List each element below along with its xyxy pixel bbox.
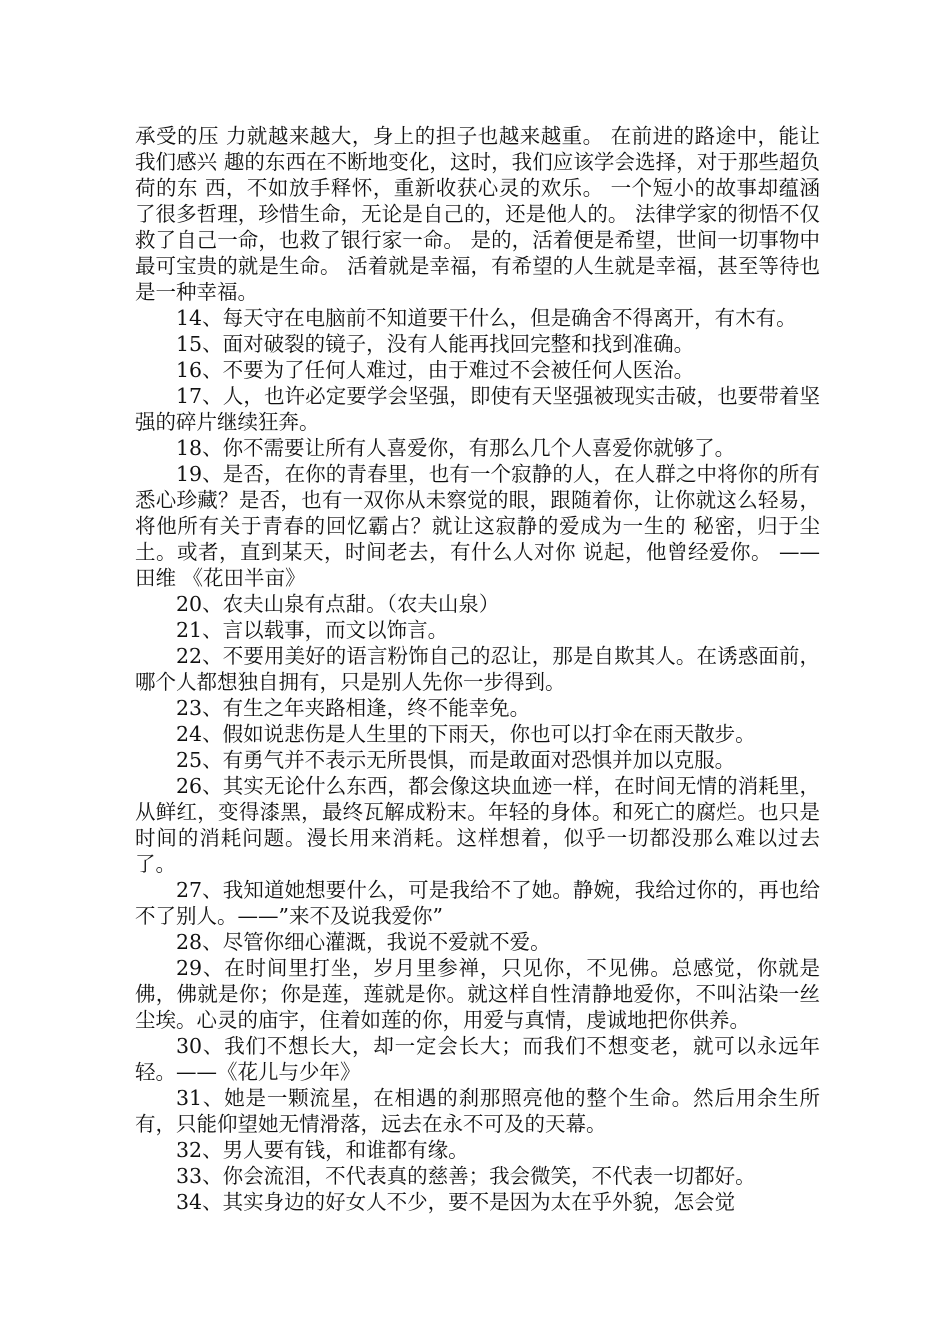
quote-item: 23、有生之年夹路相逢，终不能幸免。 [176, 696, 531, 720]
quote-item: 18、你不需要让所有人喜爱你，有那么几个人喜爱你就够了。 [176, 436, 736, 460]
quote-item: 20、农夫山泉有点甜。（农夫山泉） [176, 592, 500, 616]
quote-list [135, 305, 820, 1215]
quote-item: 19、是否，在你的青春里，也有一个寂静的人，在人群之中将你的所有悉心珍藏？是否，也有一双你从未察觉的眼，跟随着你，让你就这么轻易，将他所有关于青春的回忆霸占？就让这寂静的爱成为一生的 秘密，归于尘土。或者，直到某天，时间老去，有什么人对你 说起，他曾经爱你。 ——田维 《花田半亩》 [135, 462, 820, 590]
quote-item: 30、我们不想长大，却一定会长大；而我们不想变老，就可以永远年轻。——《花儿与少年》 [135, 1034, 820, 1084]
quote-item: 26、其实无论什么东西，都会像这块血迹一样，在时间无情的消耗里，从鲜红，变得漆黑，最终瓦解成粉末。年轻的身体。和死亡的腐烂。也只是时间的消耗问题。漫长用来消耗。这样想着，似乎一切都没那么难以过去了。 [135, 774, 820, 876]
quote-item: 32、男人要有钱，和谁都有缘。 [176, 1138, 469, 1162]
quote-item: 15、面对破裂的镜子，没有人能再找回完整和找到准确。 [176, 332, 695, 356]
quote-item: 31、她是一颗流星，在相遇的刹那照亮他的整个生命。然后用余生所有，只能仰望她无情滑落，远去在永不可及的天幕。 [135, 1086, 820, 1136]
quote-item: 17、人，也许必定要学会坚强，即使有天坚强被现实击破，也要带着坚强的碎片继续狂奔。 [135, 384, 820, 434]
intro-paragraph: 承受的压 力就越来越大，身上的担子也越来越重。 在前进的路途中，能让我们感兴 趣的东西在不断地变化，这时，我们应该学会选择，对于那些超负荷的东 西，不如放手释怀，重新收获心灵的欢乐。 一个短小的故事却蕴涵了很多哲理，珍惜生命，无论是自己的，还是他人的。 法律学家的彻悟不仅救了自己一命，也救了银行家一命。 是的，活着便是希望，世间一切事物中最可宝贵的就是生命。 活着就是幸福，有希望的人生就是幸福，甚至等待也是一种幸福。 [135, 124, 820, 304]
document-body [135, 123, 820, 1215]
quote-item: 16、不要为了任何人难过，由于难过不会被任何人医治。 [176, 358, 695, 382]
quote-item: 21、言以载事，而文以饰言。 [176, 618, 449, 642]
quote-item: 28、尽管你细心灌溉，我说不爱就不爱。 [176, 930, 551, 954]
quote-item: 34、其实身边的好女人不少，要不是因为太在乎外貌，怎会觉 [176, 1190, 736, 1214]
quote-item: 25、有勇气并不表示无所畏惧，而是敢面对恐惧并加以克服。 [176, 748, 736, 772]
quote-item: 27、我知道她想要什么，可是我给不了她。静婉，我给过你的，再也给不了别人。——”来不及说我爱你” [135, 878, 820, 928]
quote-item: 14、每天守在电脑前不知道要干什么，但是确舍不得离开，有木有。 [176, 306, 797, 330]
quote-item: 33、你会流泪，不代表真的慈善；我会微笑，不代表一切都好。 [176, 1164, 756, 1188]
quote-item: 29、在时间里打坐，岁月里参禅，只见你，不见佛。总感觉，你就是佛，佛就是你；你是莲，莲就是你。就这样自性清静地爱你，不叫沾染一丝尘埃。心灵的庙宇，住着如莲的你，用爱与真情，虔诚地把你供养。 [135, 956, 820, 1032]
quote-item: 22、不要用美好的语言粉饰自己的忍让，那是自欺其人。在诱惑面前，哪个人都想独自拥有，只是别人先你一步得到。 [135, 644, 820, 694]
quote-item: 24、假如说悲伤是人生里的下雨天，你也可以打伞在雨天散步。 [176, 722, 756, 746]
